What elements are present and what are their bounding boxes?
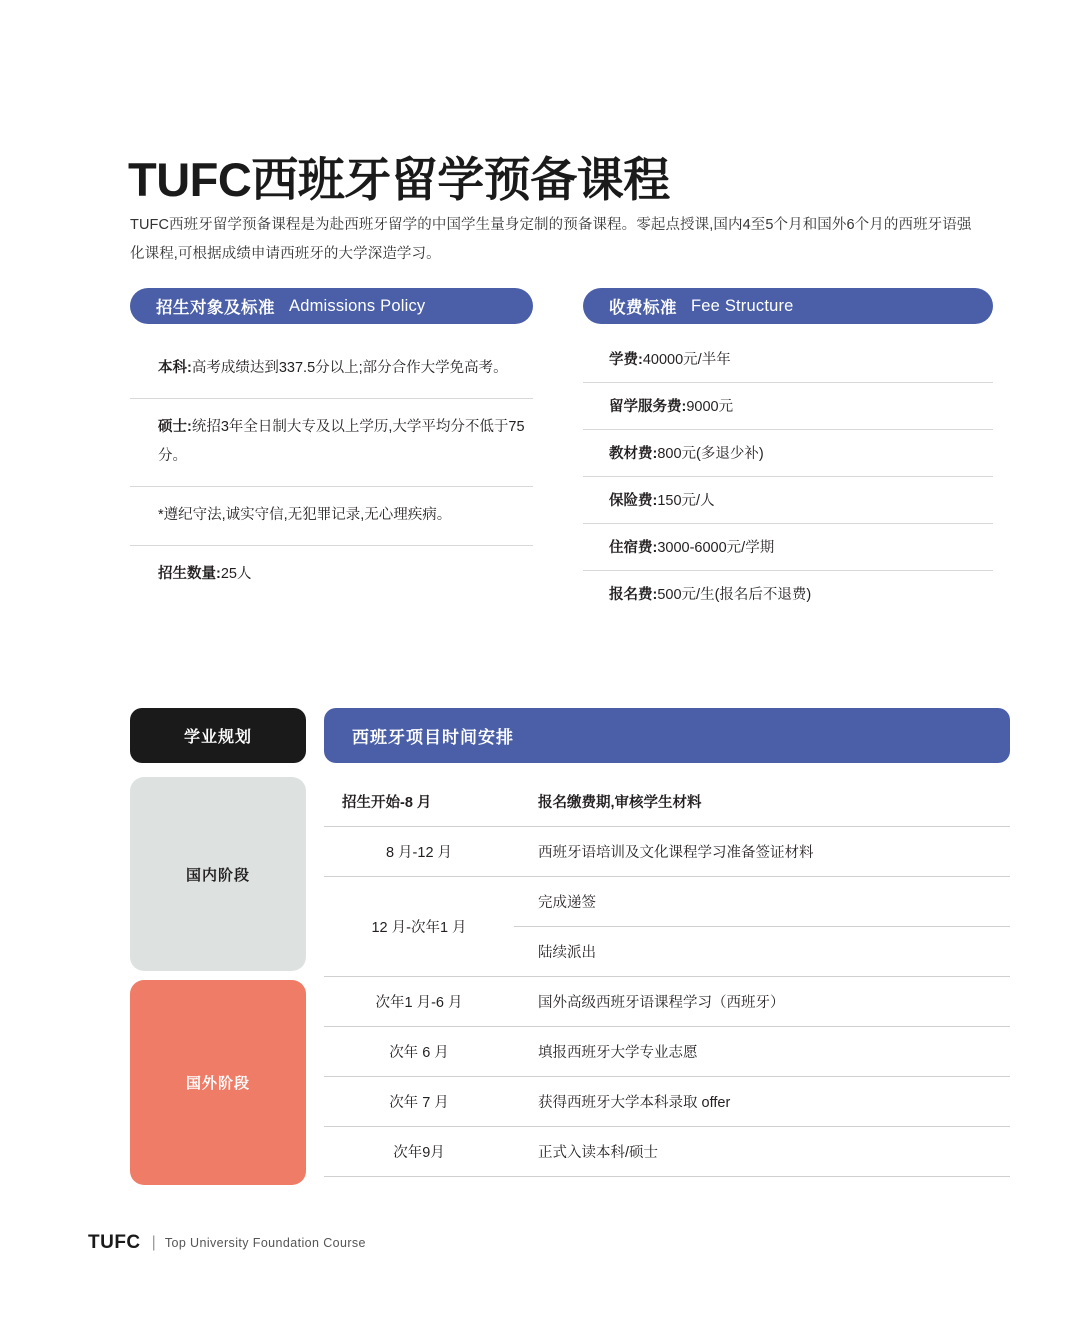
fee-list — [583, 336, 993, 617]
fee-item-value: 9000元 — [686, 399, 734, 415]
schedule-desc: 完成递签 — [514, 877, 1010, 927]
admissions-item-text: *遵纪守法,诚实守信,无犯罪记录,无心理疾病。 — [158, 506, 452, 523]
fee-item-value: 500元/生(报名后不退费) — [657, 587, 812, 603]
schedule-desc: 西班牙语培训及文化课程学习准备签证材料 — [514, 827, 1010, 877]
fee-item-value: 150元/人 — [657, 493, 715, 509]
table-row — [324, 827, 1010, 877]
admissions-section-header — [130, 288, 533, 324]
list-item — [583, 430, 993, 477]
admissions-item-label: 硕士: — [158, 419, 192, 436]
schedule-time: 12 月-次年1 月 — [324, 877, 514, 977]
admissions-list — [130, 340, 533, 604]
schedule-time: 次年 7 月 — [324, 1077, 514, 1127]
admissions-header-cn: 招生对象及标准 — [156, 299, 275, 317]
list-item — [583, 477, 993, 524]
schedule-header: 西班牙项目时间安排 — [324, 708, 1010, 763]
schedule-desc: 陆续派出 — [514, 927, 1010, 977]
list-item — [130, 340, 533, 399]
list-item — [130, 487, 533, 546]
admissions-item-text: 高考成绩达到337.5分以上;部分合作大学免高考。 — [191, 360, 508, 376]
stage-overseas-label: 国外阶段 — [130, 980, 306, 1185]
admissions-item-text: 25人 — [220, 566, 252, 583]
stage-domestic-label: 国内阶段 — [130, 777, 306, 971]
fees-section-header — [583, 288, 993, 324]
footer-tagline: Top University Foundation Course — [164, 1236, 366, 1250]
list-item — [130, 546, 533, 604]
table-row — [324, 977, 1010, 1027]
schedule-desc: 国外高级西班牙语课程学习（西班牙） — [514, 977, 1010, 1027]
fee-item-label: 报名费: — [609, 587, 658, 603]
table-row — [324, 1077, 1010, 1127]
schedule-time: 次年 6 月 — [324, 1027, 514, 1077]
footer-separator: | — [151, 1234, 156, 1251]
schedule-desc: 正式入读本科/硕士 — [514, 1127, 1010, 1177]
admissions-item-text: 统招3年全日制大专及以上学历,大学平均分不低于75分。 — [158, 419, 525, 464]
schedule-rows — [324, 777, 1010, 1177]
fee-item-label: 教材费: — [609, 446, 658, 462]
schedule-time: 次年9月 — [324, 1127, 514, 1177]
fee-item-value: 3000-6000元/学期 — [657, 540, 775, 556]
page-footer — [88, 1232, 366, 1254]
admissions-item-label: 招生数量: — [158, 566, 221, 583]
tufc-logo: TUFC — [88, 1232, 141, 1253]
admissions-header-en: Admissions Policy — [289, 296, 426, 315]
fees-header-en: Fee Structure — [691, 296, 794, 315]
list-item — [583, 336, 993, 383]
table-row — [324, 1027, 1010, 1077]
fee-item-label: 住宿费: — [609, 540, 658, 556]
fee-item-label: 留学服务费: — [609, 399, 687, 415]
schedule-desc: 获得西班牙大学本科录取 offer — [514, 1077, 1010, 1127]
fees-header-cn: 收费标准 — [609, 299, 677, 317]
admissions-item-label: 本科: — [158, 360, 192, 376]
schedule-desc: 报名缴费期,审核学生材料 — [514, 777, 1010, 827]
schedule-tab-label: 学业规划 — [130, 708, 306, 763]
table-row — [324, 1127, 1010, 1177]
table-row — [324, 777, 1010, 827]
list-item — [583, 571, 993, 617]
schedule-time: 招生开始-8 月 — [324, 777, 514, 827]
fee-item-label: 保险费: — [609, 493, 658, 509]
schedule-desc: 填报西班牙大学专业志愿 — [514, 1027, 1010, 1077]
table-row — [324, 877, 1010, 977]
list-item — [130, 399, 533, 487]
fee-item-label: 学费: — [609, 352, 643, 368]
schedule-time: 8 月-12 月 — [324, 827, 514, 877]
list-item — [583, 383, 993, 430]
list-item — [583, 524, 993, 571]
fee-item-value: 800元(多退少补) — [657, 446, 764, 462]
page-title: TUFC西班牙留学预备课程 — [128, 153, 670, 207]
schedule-desc-group — [514, 877, 1010, 977]
intro-paragraph: TUFC西班牙留学预备课程是为赴西班牙留学的中国学生量身定制的预备课程。零起点授课,国内4至5个月和国外6个月的西班牙语强化课程,可根据成绩申请西班牙的大学深造学习。 — [130, 216, 972, 262]
schedule-time: 次年1 月-6 月 — [324, 977, 514, 1027]
fee-item-value: 40000元/半年 — [642, 352, 731, 368]
